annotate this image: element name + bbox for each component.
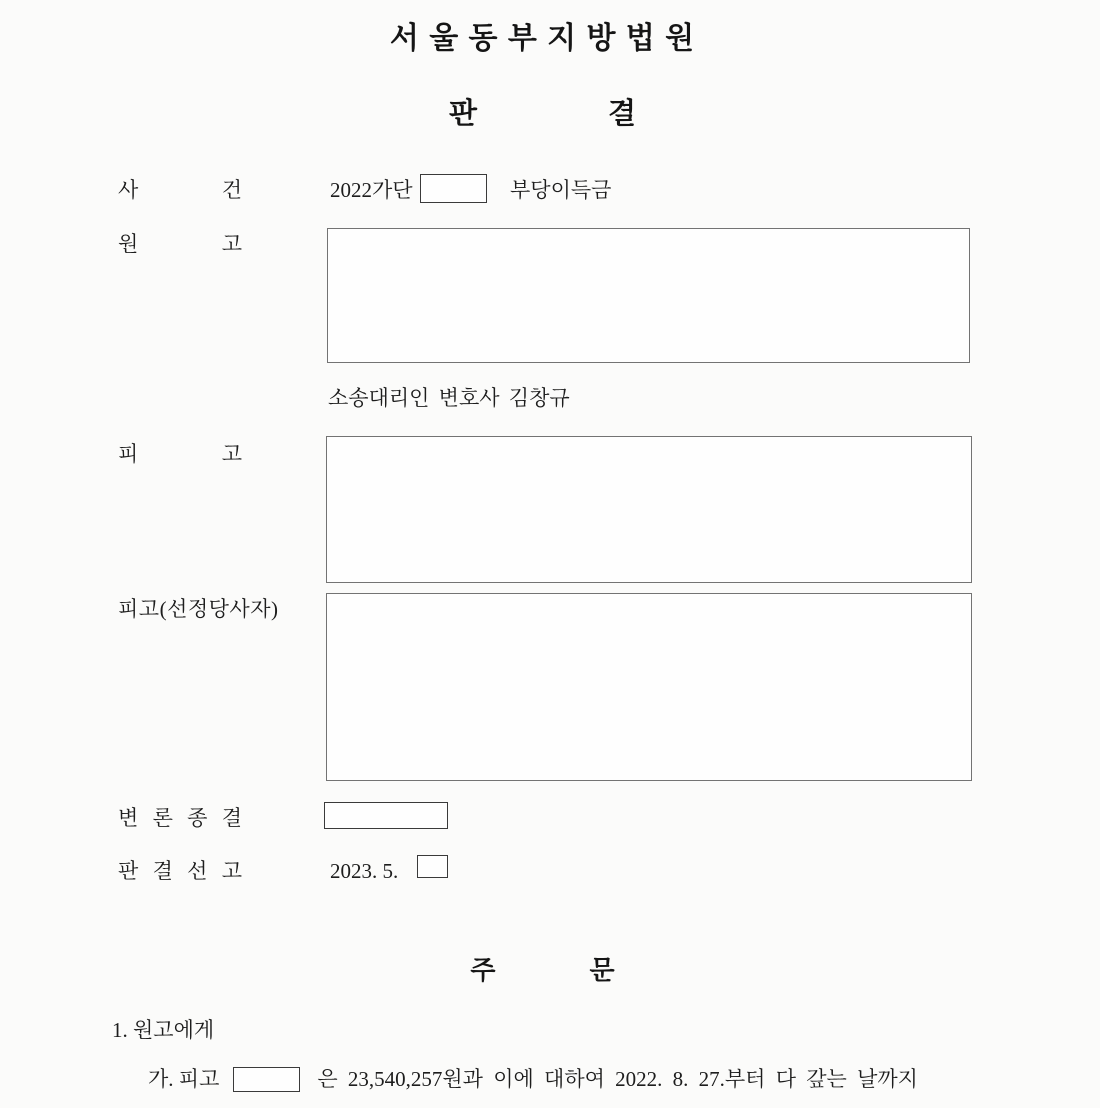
order-item-1a xyxy=(148,1066,918,1092)
case-label: 사 건 xyxy=(118,178,242,202)
defendant-label: 피 고 xyxy=(118,442,242,466)
court-name: 서 울 동 부 지 방 법 원 xyxy=(389,22,696,55)
order-heading xyxy=(0,956,1085,985)
redaction-case-number xyxy=(420,174,487,203)
order-heading-char-right: 문 xyxy=(589,955,615,985)
case-subject: 부당이득금 xyxy=(510,178,612,202)
redaction-defendant-name xyxy=(233,1067,300,1092)
redaction-hearing-closed-date xyxy=(324,802,448,829)
order-heading-char-left: 주 xyxy=(470,955,496,985)
doc-type-heading xyxy=(0,99,1085,131)
court-name-heading xyxy=(0,22,1085,55)
order-item-1a-text: 은 23,540,257원과 이에 대하여 2022. 8. 27.부터 다 갚는 날까지 xyxy=(317,1067,918,1091)
sentencing-date-prefix: 2023. 5. xyxy=(330,859,399,883)
order-item-1a-prefix: 가. 피고 xyxy=(148,1067,220,1091)
doc-type-char-right: 결 xyxy=(608,98,637,130)
doc-type-char-left: 판 xyxy=(448,98,477,130)
hearing-closed-label: 변 론 종 결 xyxy=(118,806,242,830)
redaction-sentencing-day xyxy=(417,855,448,878)
defendant-designated-label: 피고(선정당사자) xyxy=(118,597,279,621)
case-number-prefix: 2022가단 xyxy=(330,178,413,202)
order-item-1: 1. 원고에게 xyxy=(112,1018,215,1042)
redaction-defendant xyxy=(326,436,972,583)
redaction-plaintiff xyxy=(327,228,970,363)
plaintiff-label: 원 고 xyxy=(118,232,242,256)
attorney-line: 소송대리인 변호사 김창규 xyxy=(328,386,570,410)
sentencing-label: 판 결 선 고 xyxy=(118,859,242,883)
redaction-defendant-designated xyxy=(326,593,972,781)
